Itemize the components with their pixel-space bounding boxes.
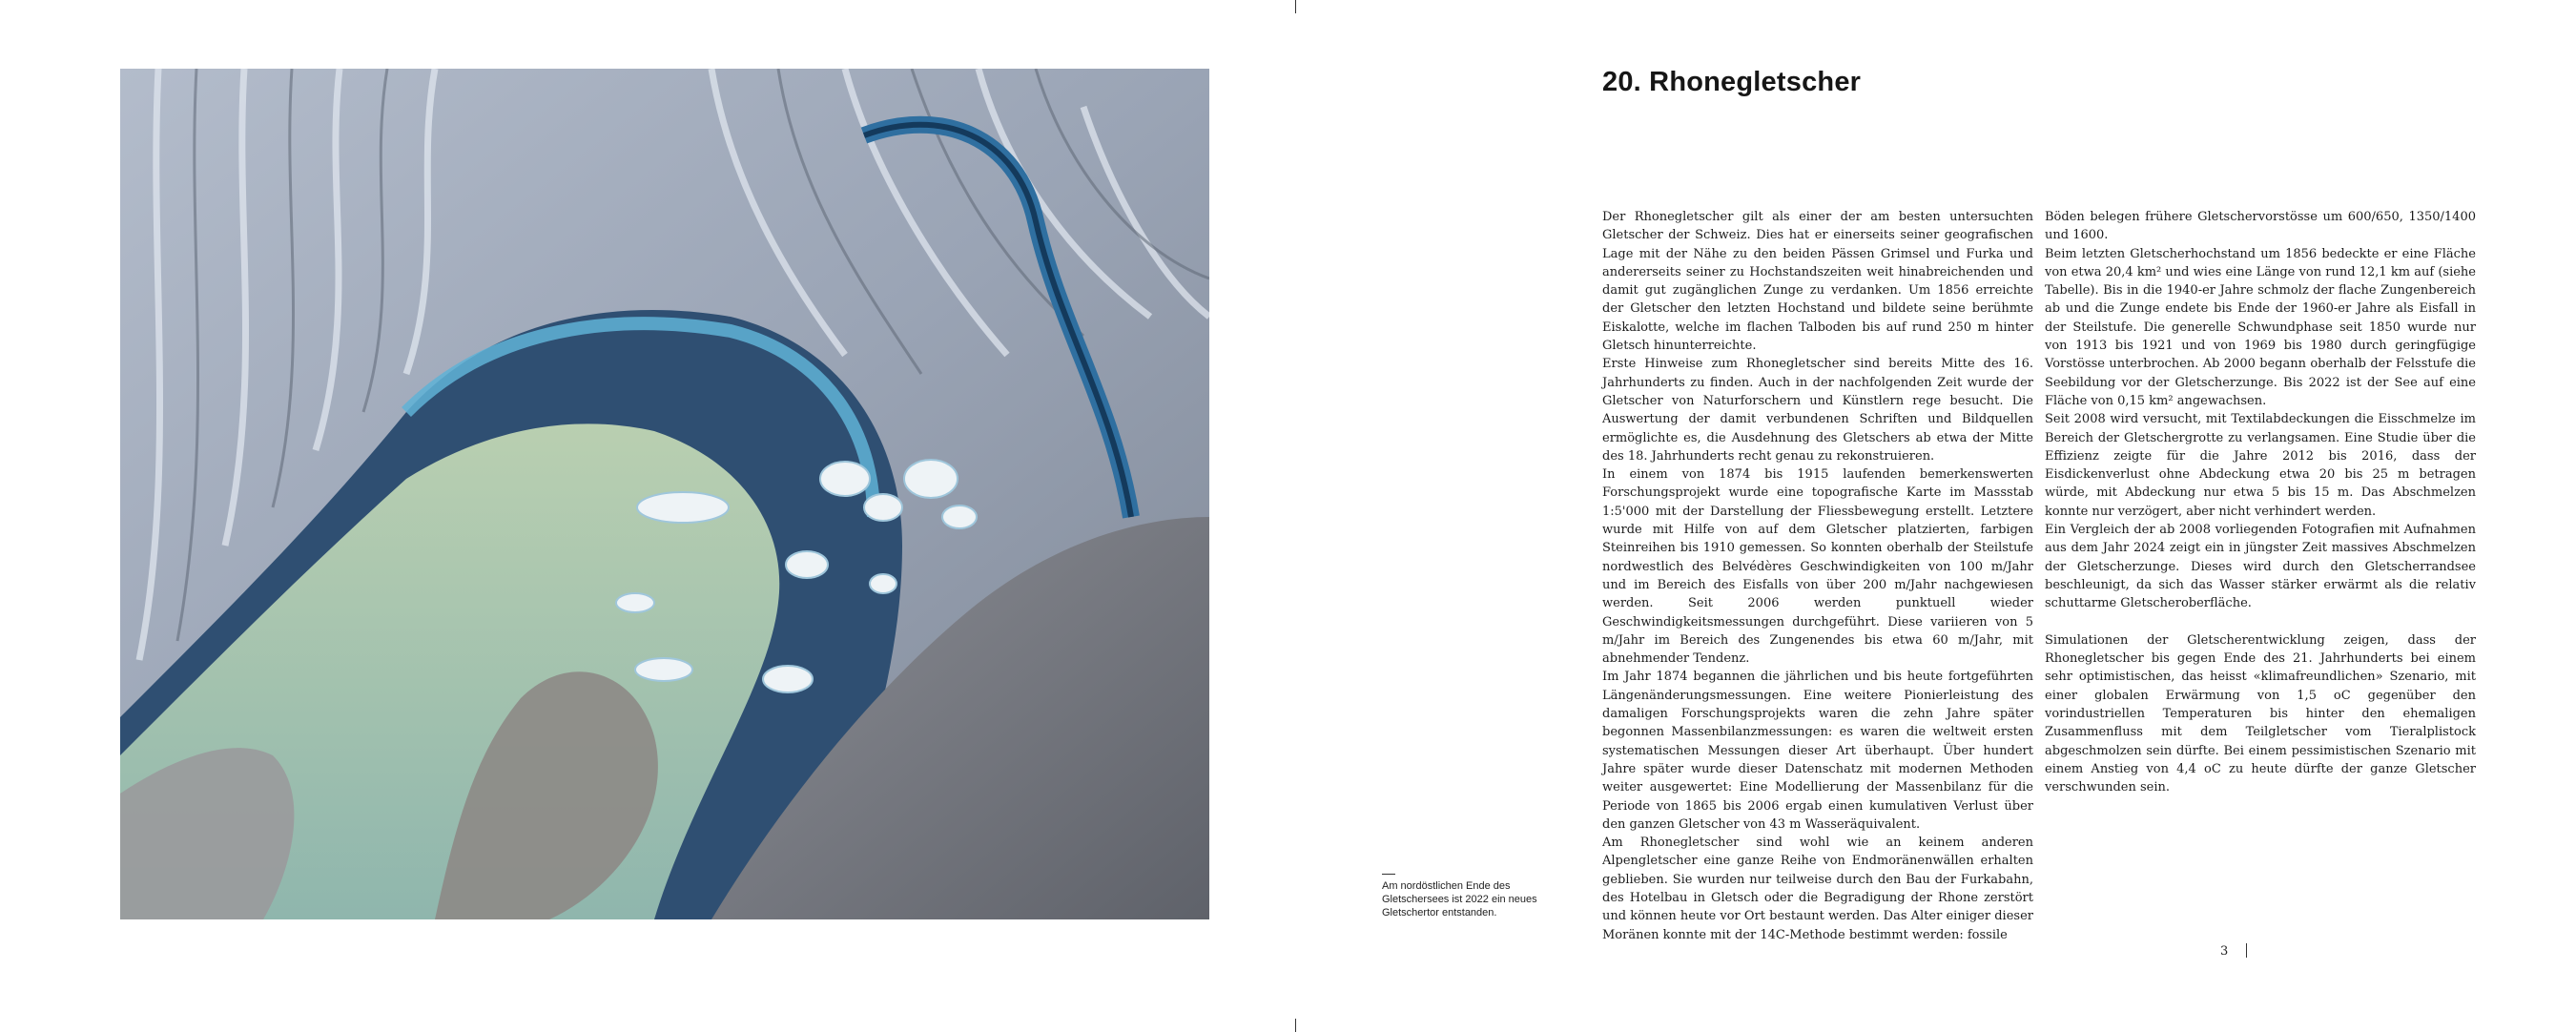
body-paragraph: Am Rhonegletscher sind wohl wie an keinem anderen Alpengletscher eine ganze Reihe von Endmoränenwällen erhalten geblieben. Sie wurden nur teilweise durch den Bau der Furkabahn, des Hotelbau in Gletsch oder die Begradigung der Rhone zerstört und können heute vor Ort bestaunt werden. Das Alter einiger dieser Moränen konnte mit der 14C-Methode bestimmt werden: fossile	[1602, 836, 2033, 942]
body-paragraph: Beim letzten Gletscherhochstand um 1856 bedeckte er eine Fläche von etwa 20,4 km² und wies eine Länge von rund 12,1 km auf (siehe Tabelle). Bis in die 1940-er Jahre schmolz der flache Zungenbereich ab und die Zunge endete bis Ende der 1960-er Jahre als Eisfall in der Steilstufe. Die generelle Schwundphase seit 1850 wurde nur von 1913 bis 1921 und von 1969 bis 1980 durch geringfügige Vorstösse unterbrochen. Ab 2000 begann oberhalb der Felsstufe die Seebildung vor der Gletscherzunge. Bis 2022 ist der See auf eine Fläche von 0,15 km² angewachsen.	[2045, 246, 2476, 408]
body-paragraph: Im Jahr 1874 begannen die jährlichen und bis heute fortgeführten Längenänderungsmessungen. Eine weitere Pionierleistung des damaligen Forschungsprojekts waren die zehn Jahre später begonnen Massenbilanzmessungen: es waren die weltweit ersten systematischen Messungen dieser Art überhaupt. Über hundert Jahre später wurde dieser Datenschatz mit modernen Methoden weiter ausgewertet: Eine Modellierung der Massenbilanz für die Periode von 1865 bis 2006 ergab einen kumulativen Verlust über den ganzen Gletscher von 43 m Wasseräquivalent.	[1602, 670, 2033, 832]
body-paragraph: Seit 2008 wird versucht, mit Textilabdeckungen die Eisschmelze im Bereich der Gletschergrotte zu verlangsamen. Eine Studie über die Effizienz zeigte für die Jahre 2012 bis 2016, dass der Eisdickenverlust ohne Abdeckung etwa 20 bis 25 m betragen würde, mit Abdeckung nur etwa 5 bis 15 m. Das Abschmelzen konnte nur verzögert, aber nicht verhindert werden.	[2045, 412, 2476, 519]
body-column-left	[1602, 208, 2033, 944]
glacier-aerial-photo	[120, 69, 1209, 919]
page-number: 3	[2220, 944, 2229, 959]
body-paragraph: Erste Hinweise zum Rhonegletscher sind bereits Mitte des 16. Jahrhunderts zu finden. Auch in der nachfolgenden Zeit wurde der Gletscher von Naturforschern und Künstlern rege besucht. Die Auswertung der damit verbundenen Schriften und Bildquellen ermöglichte es, die Ausdehnung des Gletschers ab etwa der Mitte des 18. Jahrhunderts recht genau zu rekonstruieren.	[1602, 357, 2033, 464]
page-number-rule	[2246, 943, 2247, 958]
caption-rule	[1382, 874, 1395, 875]
body-paragraph: Ein Vergleich der ab 2008 vorliegenden Fotografien mit Aufnahmen aus dem Jahr 2024 zeigt ein in jüngster Zeit massives Abschmelzen der Gletscherzunge. Dieses wird durch den Gletscherrandsee beschleunigt, da sich das Wasser stärker erwärmt als die relativ schuttarme Gletscheroberfläche.	[2045, 523, 2476, 611]
photo-caption: Am nordöstlichen Ende des Gletschersees ist 2022 ein neues Gletschertor entstanden.	[1382, 880, 1537, 918]
body-paragraph: Simulationen der Gletscherentwicklung zeigen, dass der Rhonegletscher bis gegen Ende des 21. Jahrhunderts bei einem sehr optimistischen, das heisst «klimafreundlichen» Szenario, mit einer globalen Erwärmung von 1,5 oC gegenüber den vorindustriellen Temperaturen bis hinter den ehemaligen Zusammenfluss mit dem Teilgletscher vom Tieralplistock abgeschmolzen sein dürfte. Bei einem pessimistischen Szenario mit einem Anstieg von 4,4 oC zu heute dürfte der ganze Gletscher verschwunden sein.	[2045, 632, 2476, 795]
body-paragraph: Der Rhonegletscher gilt als einer der am besten untersuchten Gletscher der Schweiz. Dies hat er einerseits seiner geografischen Lage mit der Nähe zu den beiden Pässen Grimsel und Furka und andererseits seiner zu Hochstandszeiten weit hinabreichenden und damit gut zugänglichen Zunge zu verdanken. Um 1856 erreichte der Gletscher den letzten Hochstand und bildete seine berühmte Eiskalotte, welche im flachen Talboden bis auf rund 250 m hinter Gletsch hinunterreichte.	[1602, 210, 2033, 354]
body-paragraph: Böden belegen frühere Gletschervorstösse um 600/650, 1350/1400 und 1600.	[2045, 210, 2476, 243]
article-title: 20. Rhonegletscher	[1602, 67, 1862, 97]
body-column-right	[2045, 208, 2476, 797]
glacier-photo-illustration	[120, 69, 1209, 919]
body-paragraph: In einem von 1874 bis 1915 laufenden bemerkenswerten Forschungsprojekt wurde eine topografische Karte im Massstab 1:5'000 mit der Darstellung der Fliessbewegung erstellt. Letztere wurde mit Hilfe von auf dem Gletscher platzierten, farbigen Steinreihen bis 1910 gemessen. So konnten oberhalb der Steilstufe nordwestlich des Belvédères Geschwindigkeiten von 100 m/Jahr und im Bereich des Eisfalls von über 200 m/Jahr nachgewiesen werden. Seit 2006 werden punktuell wieder Geschwindigkeitsmessungen durchgeführt. Diese variieren von 5 m/Jahr im Bereich des Zungenendes bis etwa 60 m/Jahr, mit abnehmender Tendenz.	[1602, 467, 2033, 667]
crop-mark-top	[1295, 0, 1296, 13]
